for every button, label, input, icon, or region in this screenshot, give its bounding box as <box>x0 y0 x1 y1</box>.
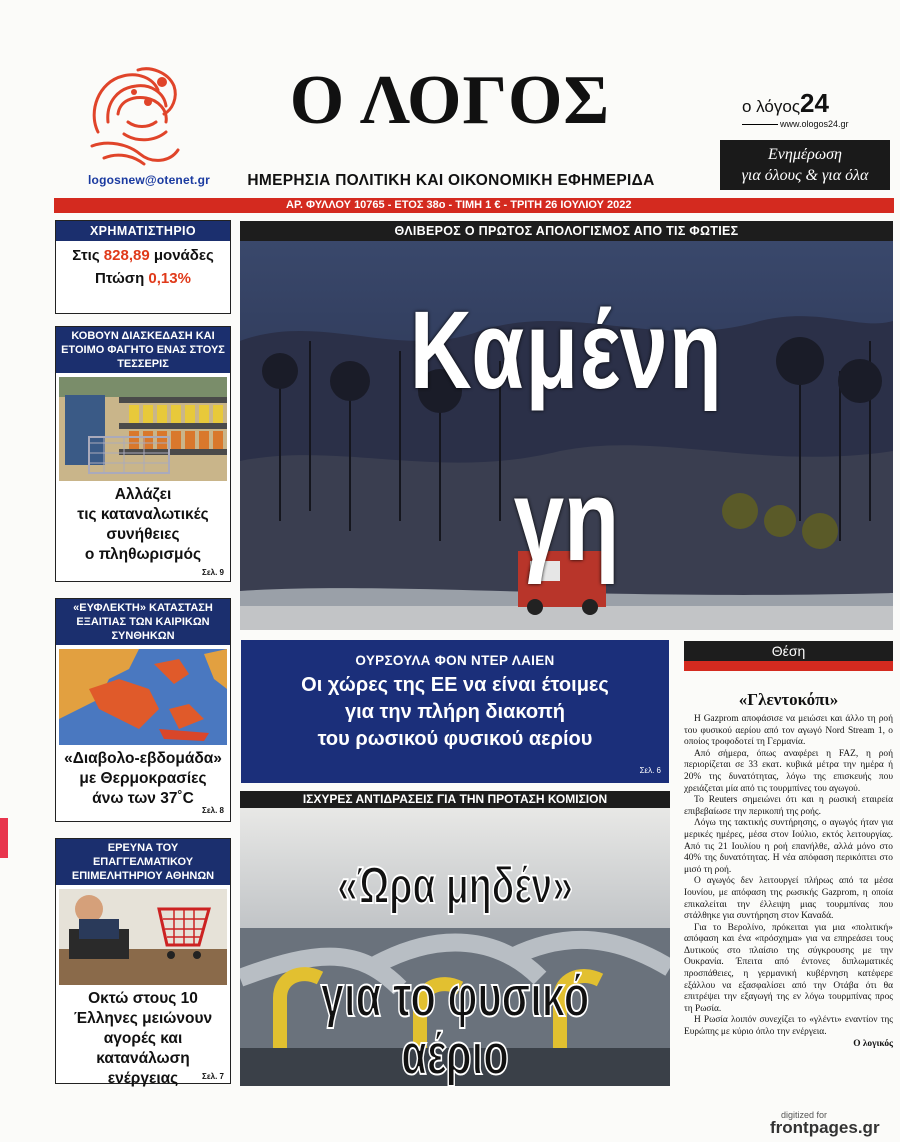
energy-survey-heading: ΕΡΕΥΝΑ ΤΟΥ ΕΠΑΓΓΕΛΜΑΤΙΚΟΥ ΕΠΙΜΕΛΗΤΗΡΙΟΥ ΑΘΗΝΩΝ <box>56 839 230 885</box>
heatwave-line-1: «Διαβολο-εβδομάδα» <box>64 750 222 767</box>
stock-change-prefix: Πτώση <box>95 270 149 287</box>
hero-headline-line-1: Καμένη <box>409 289 724 412</box>
supermarket-photo <box>59 377 227 481</box>
consumer-habits-box <box>55 326 231 582</box>
opinion-body <box>684 714 893 1050</box>
eu-gas-line-2: για την πλήρη διακοπή <box>344 701 566 723</box>
stock-change-line <box>56 264 230 287</box>
energy-survey-page-ref: Σελ. 7 <box>202 1072 224 1081</box>
heatwave-page-ref: Σελ. 8 <box>202 806 224 815</box>
newspaper-subtitle: ΗΜΕΡΗΣΙΑ ΠΟΛΙΤΙΚΗ ΚΑΙ ΟΙΚΟΝΟΜΙΚΗ ΕΦΗΜΕΡΙΔΑ <box>247 172 655 189</box>
stock-change-value: 0,13% <box>148 270 191 287</box>
tagline-line-1: Ενημέρωση <box>768 146 842 163</box>
stock-index-value: 828,89 <box>103 247 150 264</box>
consumer-habits-line-1: Αλλάζει <box>114 486 172 503</box>
opinion-paragraph: Το Reuters σημειώνει ότι και η ρωσική εταιρεία επιβεβαίωσε την περικοπή της ροής. <box>684 795 893 817</box>
opinion-paragraph: Ο αγωγός δεν λειτουργεί πλήρως από τα μέσα Ιουνίου, με απόφαση της ρωσικής Gazprom, η οποία επικαλείται την έλλειψη μιας τουρμπίνας που στάλθηκε για συντήρηση στον Καναδά. <box>684 876 893 922</box>
opinion-paragraph: Για το Βερολίνο, πρόκειται για μια «πολιτική» απόφαση και ένα «πρόσχημα» για να επηρεάσει τους Δυτικούς στο πλαίσιο της σύγκρουσης με την Ουκρανία. Έπειτα από έντονες διπλωματικές προσπάθειες, η γερμανική κυβέρνηση κατέφερε εξάλλου να εξασφαλίσει από την Οτάβα ότι θα επιτρέψει την εξαγωγή της εν λόγω τουρμπίνας προς τη Ρωσία. <box>684 922 893 1014</box>
opinion-section-label: Θέση <box>771 643 806 659</box>
eu-gas-headline <box>241 668 669 753</box>
opinion-title: «Γλεντοκόπι» <box>738 690 839 709</box>
consumer-habits-heading: ΚΟΒΟΥΝ ΔΙΑΣΚΕΔΑΣΗ ΚΑΙ ΕΤΟΙΜΟ ΦΑΓΗΤΟ ΕΝΑΣ ΣΤΟΥΣ ΤΕΣΣΕΡΙΣ <box>56 327 230 373</box>
weather-map-photo <box>59 649 227 745</box>
heatwave-line-2: με Θερμοκρασίες <box>79 770 207 787</box>
website-logo <box>742 88 829 119</box>
website-logo-rule <box>742 124 778 125</box>
opinion-paragraph: Από σήμερα, όπως αναφέρει η FAZ, η ροή περιορίζεται σε 33 εκατ. κυβικά μέτρα την ημέρα ή 20% της δυνατότητας, λόγω της επισκευής που χρειάζεται μία από τις τουρμπίνες του αγωγού. <box>684 748 893 794</box>
heatwave-headline <box>56 745 230 809</box>
tagline-box <box>720 140 890 190</box>
stock-market-heading: ΧΡΗΜΑΤΙΣΤΗΡΙΟ <box>56 221 230 241</box>
website-logo-text: ο λόγος <box>742 97 801 116</box>
heatwave-box <box>55 598 231 822</box>
issue-info-text: ΑΡ. ΦΥΛΛΟΥ 10765 - ΕΤΟΣ 38ο - ΤΙΜΗ 1 € - ΤΡΙΤΗ 26 ΙΟΥΛΙΟΥ 2022 <box>286 199 632 211</box>
eu-gas-line-3: του ρωσικού φυσικού αερίου <box>317 728 593 750</box>
opinion-paragraph: Η Ρωσία λοιπόν συνεχίζει το «γλέντι» εναντίον της Ευρώπης με κύριο όπλο την ενέργεια. <box>684 1015 893 1038</box>
hero-kicker: ΘΛΙΒΕΡΟΣ Ο ΠΡΩΤΟΣ ΑΠΟΛΟΓΙΣΜΟΣ ΑΠΟ ΤΙΣ ΦΩΤΙΕΣ <box>240 221 893 241</box>
opinion-signature: Ο λογικός <box>853 1038 893 1049</box>
energy-survey-box <box>55 838 231 1087</box>
shopping-cart-photo <box>59 889 227 985</box>
eu-gas-page-ref: Σελ. 6 <box>639 766 661 775</box>
consumer-habits-headline <box>56 481 230 565</box>
opinion-paragraph: Η Gazprom αποφάσισε να μειώσει και άλλο τη ροή του φυσικού αερίου από τον αγωγό Nord Stream 1, ο οποίος τροφοδοτεί τη Γερμανία. <box>684 714 893 748</box>
hero-headline-line-2: γη <box>513 455 620 585</box>
website-logo-number: 24 <box>800 88 829 118</box>
newspaper-title: Ο ΛΟΓΟΣ <box>289 62 611 139</box>
website-url: www.ologos24.gr <box>780 119 849 129</box>
opinion-section-accent <box>684 661 893 671</box>
stock-index-suffix: μονάδες <box>149 247 214 264</box>
newspaper-logo-emblem <box>78 62 190 170</box>
gas-story-kicker: ΙΣΧΥΡΕΣ ΑΝΤΙΔΡΑΣΕΙΣ ΓΙΑ ΤΗΝ ΠΡΟΤΑΣΗ ΚΟΜΙΣΙΟΝ <box>240 791 670 808</box>
scan-edge-mark <box>0 818 8 858</box>
gas-headline-line-2: για το φυσικό αέριο <box>320 964 590 1087</box>
consumer-habits-page-ref: Σελ. 9 <box>202 568 224 577</box>
opinion-paragraph: Λόγω της τακτικής συντήρησης, ο αγωγός ήταν για μερικές ημέρες, μέσα στον Ιούλιο, εκτός λειτουργίας. Από τις 21 Ιουλίου η ροή επανήλθε, αλλά μόνο στο 40% της δυνατότητας. Η νέα απόφαση περικόπτει στο μισό τη ροή. <box>684 818 893 875</box>
eu-gas-line-1: Οι χώρες της ΕΕ να είναι έτοιμες <box>301 674 609 696</box>
tagline-line-2: για όλους & για όλα <box>741 167 869 184</box>
consumer-habits-line-3: συνήθειες <box>106 526 180 543</box>
eu-gas-kicker: ΟΥΡΣΟΥΛΑ ΦΟΝ ΝΤΕΡ ΛΑΙΕΝ <box>355 653 555 668</box>
issue-info-bar <box>54 198 894 213</box>
digitized-credit: digitized for <box>781 1110 828 1120</box>
eu-gas-story <box>241 640 669 783</box>
consumer-habits-line-2: τις καταναλωτικές <box>77 506 209 523</box>
stock-market-box <box>55 220 231 314</box>
energy-survey-line-1: Οκτώ στους 10 <box>88 990 198 1007</box>
energy-survey-line-2: Έλληνες μειώνουν <box>73 1010 213 1027</box>
heatwave-line-3: άνω των 37˚C <box>92 790 194 807</box>
consumer-habits-line-4: ο πληθωρισμός <box>84 546 202 563</box>
contact-email: logosnew@otenet.gr <box>88 173 210 187</box>
energy-survey-line-4: κατανάλωση ενέργειας <box>96 1050 190 1087</box>
energy-survey-line-3: αγορές και <box>103 1030 183 1047</box>
frontpages-credit: frontpages.gr <box>770 1118 880 1137</box>
gas-headline-line-1: «Ώρα μηδέν» <box>337 857 573 915</box>
stock-index-prefix: Στις <box>72 247 104 264</box>
stock-index-line <box>56 241 230 264</box>
heatwave-heading: «ΕΥΦΛΕΚΤΗ» ΚΑΤΑΣΤΑΣΗ ΕΞΑΙΤΙΑΣ ΤΩΝ ΚΑΙΡΙΚΩΝ ΣΥΝΘΗΚΩΝ <box>56 599 230 645</box>
